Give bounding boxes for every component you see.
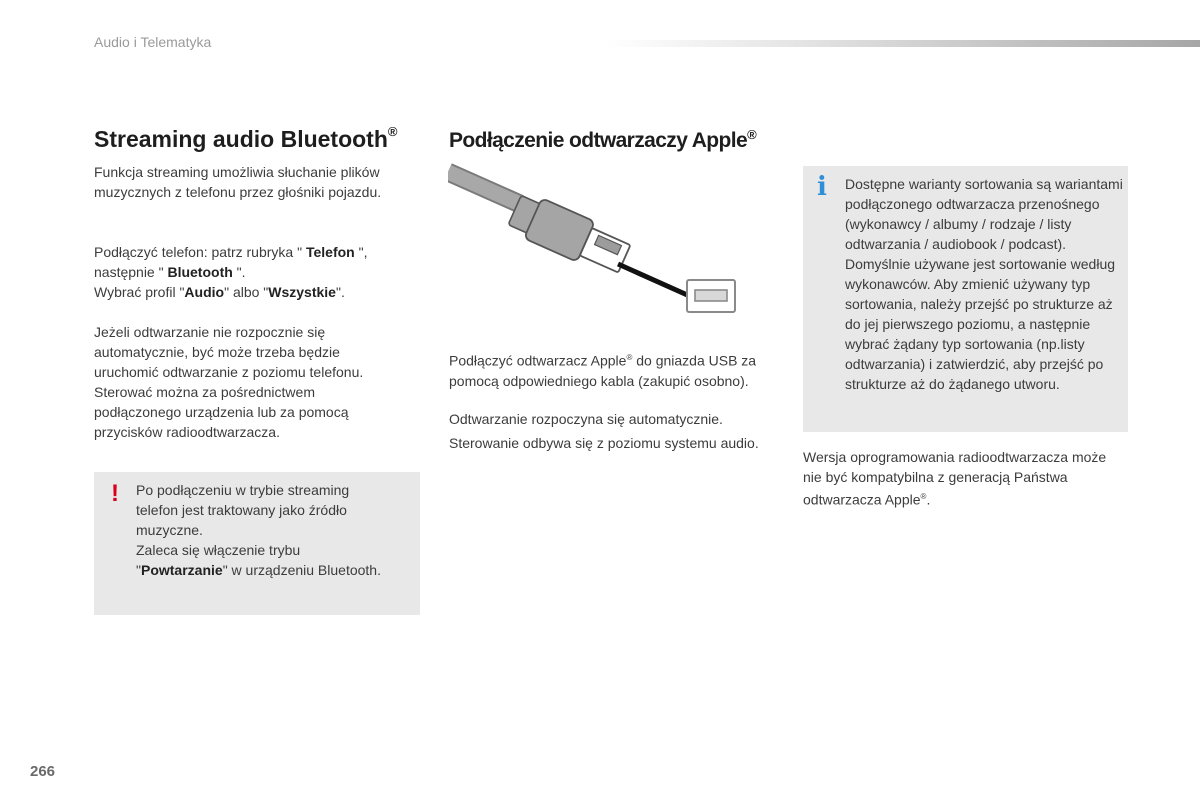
compatibility-note	[803, 447, 1108, 510]
registered-mark: ®	[747, 127, 757, 142]
info-text-1: Dostępne warianty sortowania są wariantami podłączonego odtwarzacza przenośnego (wykonawcy / albumy / rodzaje / listy odtwarzania / audiobook / podcast).	[845, 176, 1123, 252]
warning-text-2c: " w urządzeniu Bluetooth.	[222, 562, 381, 578]
bluetooth-streaming-title	[94, 126, 397, 153]
info-text	[845, 174, 1123, 394]
profile-text-1: Wybrać profil "	[94, 284, 185, 300]
apple-connect-text-b: do gniazda USB za pomocą odpowiedniego kabla (zakupić osobno).	[449, 352, 757, 389]
usb-socket-slot	[695, 290, 727, 301]
warning-powtarzanie-label: Powtarzanie	[140, 562, 223, 578]
registered-mark: ®	[920, 492, 927, 501]
apple-connect-text-a: Podłączyć odtwarzacz Apple	[449, 352, 627, 369]
registered-mark: ®	[626, 353, 633, 362]
apple-players-title-text: Podłączenie odtwarzaczy Apple	[449, 129, 748, 152]
connect-text-3: ".	[232, 264, 246, 280]
registered-mark: ®	[387, 124, 398, 139]
info-text-2: Domyślnie używane jest sortowanie według wykonawców. Aby zmienić używany typ sortowania, należy przejść po strukturze aż do jej pierwszego poziomu, a następnie wybrać żądany typ sortowania (np.listy odtwarzania) i zatwierdzić, aby przejść po strukturze aż do żądanego utworu.	[845, 256, 1116, 392]
profile-wszystkie-label: Wszystkie	[268, 284, 336, 300]
connect-bluetooth-label: Bluetooth	[167, 264, 233, 280]
bluetooth-intro: Funkcja streaming umożliwia słuchanie plików muzycznych z telefonu przez głośniki pojazdu.	[94, 164, 382, 200]
apple-autoplay-note: Odtwarzanie rozpoczyna się automatycznie.	[449, 411, 723, 427]
apple-connect-instruction	[449, 348, 779, 391]
page-header-bar	[605, 40, 1200, 47]
warning-icon: !	[111, 480, 119, 507]
page-header-section: Audio i Telematyka	[94, 34, 212, 50]
info-box	[803, 166, 1128, 432]
page-number: 266	[30, 763, 56, 780]
usb-cable-highlight	[448, 172, 520, 204]
connect-text-1: Podłączyć telefon: patrz rubryka "	[94, 244, 306, 260]
profile-text-2: " albo "	[224, 284, 269, 300]
apple-control-note: Sterowanie odbywa się z poziomu systemu audio.	[449, 435, 759, 451]
warning-text-1: Po podłączeniu w trybie streaming telefon jest traktowany jako źródło muzyczne.	[136, 482, 350, 538]
usb-cable-illustration	[448, 160, 748, 330]
apple-players-title	[449, 129, 756, 153]
bluetooth-autoplay-note: Jeżeli odtwarzanie nie rozpocznie się automatycznie, być może trzeba będzie uruchomić odtwarzanie z poziomu telefonu. Sterować można za pośrednictwem podłączonego urządzenia lub za pomocą przycisków radioodtwarzacza.	[94, 324, 364, 440]
warning-text-2a: Zaleca się włączenie trybu "	[136, 542, 301, 578]
connect-telefon-label: Telefon	[305, 244, 355, 260]
compat-text-a: Wersja oprogramowania radioodtwarzacza może nie być kompatybilna z generacją Państwa odtwarzacza Apple	[803, 449, 1107, 508]
warning-text	[136, 480, 386, 580]
compat-text-b: .	[926, 491, 931, 508]
profile-text-3: ".	[335, 284, 345, 300]
warning-box	[94, 472, 420, 615]
connect-text-2: ", następnie "	[94, 244, 368, 280]
pointer-line	[618, 264, 694, 298]
profile-audio-label: Audio	[184, 284, 225, 300]
bluetooth-connect-instruction	[94, 242, 424, 302]
bluetooth-streaming-title-text: Streaming audio Bluetooth	[94, 126, 388, 152]
info-icon: i	[817, 172, 827, 202]
